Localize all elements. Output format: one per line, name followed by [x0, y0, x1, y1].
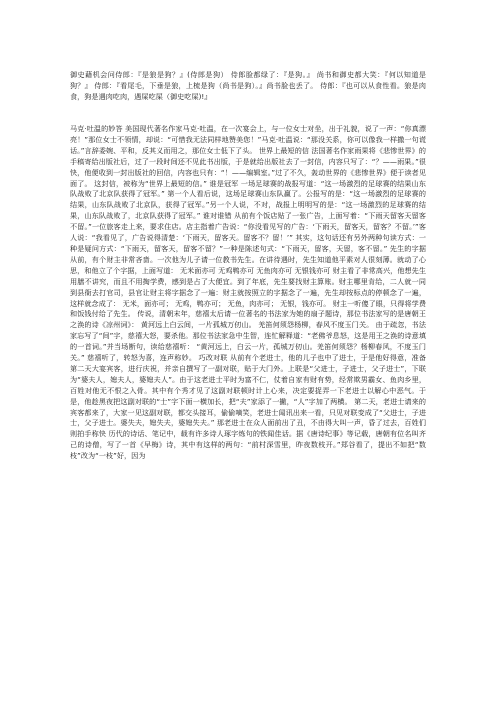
anecdotes-block — [70, 124, 426, 462]
opening-paragraph: 御史藉机会问侍郎：『是狼是狗？』(侍郎是狗） 侍郎脸都绿了：『是狗。』 尚书和御史都大笑：『何以知道是狗？』 侍郎：『看尾毛，下垂是狼，上梳是狗（尚书是狗）。』尚书脸也丢了。 侍郎：『也可以从食性看。狼是肉食，狗是遇肉吃肉，遇屎吃屎（御史吃屎)!』 — [70, 70, 426, 101]
opening-paragraph-block — [70, 70, 426, 103]
anecdotes-paragraph: 马克·吐温的妙答 美国现代著名作家马克·吐温，在一次宴会上，与一位女士对坐，出于礼貌，说了一声：“你真漂亮！”那位女士不领情，却说：“可惜我无法同样地赞美您！”马克·吐温说：“那没关系，你可以像我一样撒一句谎话。”言辞委婉、平和，反其义而用之，那位女士低下了头。 世界上最短的信 法国著名作家雨果将《悲惨世界》的手稿寄给出版社后，过了一段时间还不见此书出版，于是就给出版社去了一封信，内容只写了：“？——雨果。”很快，他便收到一封出版社的回信，内容也只有：“！——编辑室。”过了不久，轰动世界的《悲惨世界》便于读者见面了。 这封信，被称为“世界上最短的信。” 谁是冠军 一场足球赛的战报写道：“这一场激烈的足球赛的结果山东队战败了北京队获得了冠军。” 第一个人看后说，这场足球赛山东队赢了。公报写的是：“这一场激烈的足球赛的结果，山东队战败了北京队，获得了冠军。”另一个人说，不对，战报上明明写的是：“这一场激烈的足球赛的结果，山东队战败了，北京队获得了冠军。” 谁对谁错 从前有个饭店贴了一张广告，上面写着：“下雨天留客天留客不留。”一位旅客走上来，要求住店。店主指着广告说：“你没看见写的广告：‘下雨天，留客天，留客？不留。’”客人说：“我看见了，广告说得清楚：‘下雨天，留客天。留客不？留！’” 其实，这句话还有另外两种句读方式：一种是疑问方式：“下雨天，留客天，留客不留？”一种是陈述句式：“下雨天，留客，天留，客不留。” 先生的字据 从前，有个财主非常吝啬。一次他为儿子请一位教书先生。在讲待遇时，先生知道他平素对人很刻薄。就动了心思，和他立了个字据，上面写道： 无米面亦可 无鸡鸭亦可 无鱼肉亦可 无银钱亦可 财主看了非常高兴，他想先生用膳不讲究，而且不用掏学费，感到是占了大便宜。到了年底，先生要找财主算账。财主哪里肯给，二人就一同到县衙去打官司，县官让财主将字据念了一遍：财主就按照立的字据念了一遍，先生却按标点的停顿念了一遍，这样就念成了： 无米，面亦可； 无鸡，鸭亦可； 无鱼，肉亦可； 无银，钱亦可。 财主一听傻了眼，只得将学费和饭钱付给了先生。 传说，清朝末年，慈禧太后请一位著名的书法家为她的扇子题诗，那位书法家写的是唐朝王之涣的诗《凉州词》： 黄河远上白云间，一片孤城万仞山。 羌笛何须怨杨柳，春风不度玉门关。 由于疏忽，书法家忘写了“间”字，慈禧大怒，要杀他。那位书法家急中生智，连忙解释道：“老佛爷息怒，这是用王之涣的诗意填的一首词。”并当场断句，读给慈禧听： “黄河远上，白云一片，孤城万仞山。羌笛何须怨？杨柳春风，不度玉门关。” 慈禧听了，转怒为喜，连声称妙。 巧改对联 从前有个老进士，他的儿子也中了进士，于是他好得意，准备第二天大宴宾客，进行庆祝，并亲自撰写了一副对联，贴于大门外。上联是“父进士，子进士，父子进士”，下联为“婆夫人，媳夫人，婆媳夫人”。由于这老进士平时为富不仁，仗着自家有财有势，经常欺男霸女、鱼肉乡里，百姓对他无不恨之入骨。其中有个秀才见了这副对联顿时计上心来，决定要捉弄一下老进士以解心中恶气。于是，他趁黑夜把这副对联的“士”字下面一横加长，把“夫”家添了一撇，“人”字加了两横。 第二天，老进士请来的宾客都来了，大家一见这副对联，都交头接耳，偷偷嘀笑，老进士闻讯出来一看，只见对联变成了“父进士，子进士，父子进士。婆失夫，媳失夫，婆媳失夫。” 那老进士在众人面前出了丑，不由得大叫一声，昏了过去，百姓们则拍手称快 历代的诗话、笔记中，载有许多诗人琢字炼句的铁闻佳话。据《唐诗纪事》等记载，唐朝有位名叫齐己的诗僧，写了一首《早梅》诗，其中有这样的两句：“前村深雪里，昨夜数枝开。”郑谷看了，提出不如把“数枝”改为“一枝”好，因为 — [70, 124, 426, 461]
